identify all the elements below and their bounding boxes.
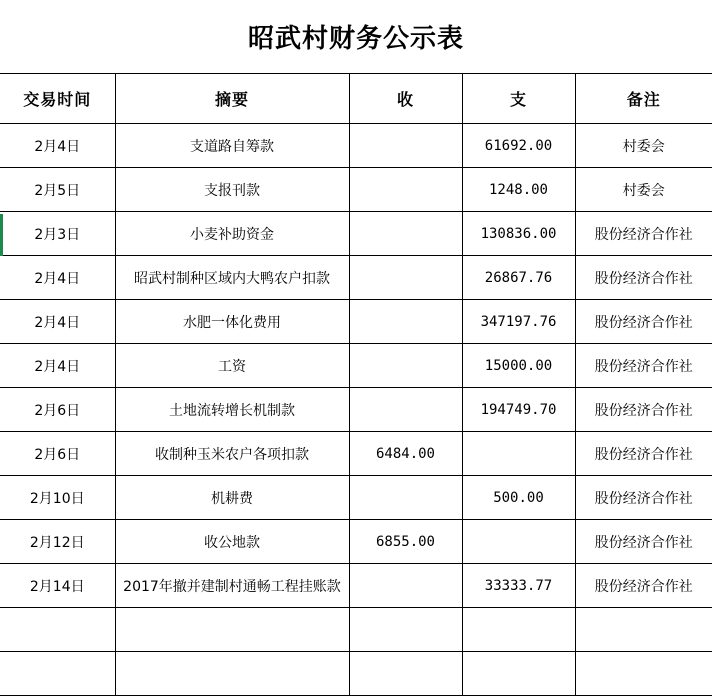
cell-note[interactable]: 股份经济合作社 xyxy=(575,476,712,520)
cell-expense[interactable] xyxy=(462,432,575,476)
ledger-body xyxy=(0,124,712,696)
cell-summary[interactable]: 小麦补助资金 xyxy=(115,212,349,256)
table-row xyxy=(0,652,712,696)
cell-summary[interactable] xyxy=(115,652,349,696)
cell-note[interactable]: 村委会 xyxy=(575,168,712,212)
table-row xyxy=(0,300,712,344)
selected-row-indicator xyxy=(0,214,3,256)
cell-income[interactable] xyxy=(349,344,462,388)
cell-date[interactable]: 2月14日 xyxy=(0,564,115,608)
table-row xyxy=(0,608,712,652)
finance-ledger-table xyxy=(0,73,712,696)
cell-date[interactable] xyxy=(0,608,115,652)
cell-summary[interactable]: 支报刊款 xyxy=(115,168,349,212)
table-row xyxy=(0,168,712,212)
column-header-income[interactable]: 收 xyxy=(349,74,462,124)
table-row xyxy=(0,564,712,608)
cell-note[interactable]: 股份经济合作社 xyxy=(575,432,712,476)
column-header-date[interactable]: 交易时间 xyxy=(0,74,115,124)
cell-note[interactable]: 股份经济合作社 xyxy=(575,388,712,432)
cell-income[interactable] xyxy=(349,608,462,652)
table-row xyxy=(0,520,712,564)
cell-summary[interactable]: 机耕费 xyxy=(115,476,349,520)
cell-income[interactable] xyxy=(349,476,462,520)
cell-income[interactable] xyxy=(349,652,462,696)
cell-summary[interactable]: 昭武村制种区域内大鸭农户扣款 xyxy=(115,256,349,300)
page-title-bar xyxy=(0,0,712,74)
cell-expense[interactable]: 33333.77 xyxy=(462,564,575,608)
cell-date[interactable]: 2月4日 xyxy=(0,256,115,300)
table-row xyxy=(0,256,712,300)
cell-note[interactable] xyxy=(575,608,712,652)
cell-date[interactable]: 2月6日 xyxy=(0,432,115,476)
cell-expense[interactable]: 347197.76 xyxy=(462,300,575,344)
cell-income[interactable] xyxy=(349,168,462,212)
cell-expense[interactable]: 15000.00 xyxy=(462,344,575,388)
cell-summary[interactable] xyxy=(115,608,349,652)
page-title: 昭武村财务公示表 xyxy=(247,24,464,54)
table-row xyxy=(0,476,712,520)
cell-expense[interactable]: 500.00 xyxy=(462,476,575,520)
cell-summary[interactable]: 水肥一体化费用 xyxy=(115,300,349,344)
cell-income[interactable]: 6484.00 xyxy=(349,432,462,476)
cell-date[interactable]: 2月5日 xyxy=(0,168,115,212)
header-row xyxy=(0,74,712,124)
cell-note[interactable]: 股份经济合作社 xyxy=(575,300,712,344)
cell-expense[interactable] xyxy=(462,652,575,696)
cell-summary[interactable]: 2017年撤并建制村通畅工程挂账款 xyxy=(115,564,349,608)
cell-expense[interactable]: 130836.00 xyxy=(462,212,575,256)
cell-note[interactable]: 股份经济合作社 xyxy=(575,344,712,388)
cell-summary[interactable]: 收制种玉米农户各项扣款 xyxy=(115,432,349,476)
cell-income[interactable] xyxy=(349,564,462,608)
cell-date[interactable]: 2月3日 xyxy=(0,212,115,256)
cell-income[interactable]: 6855.00 xyxy=(349,520,462,564)
cell-note[interactable]: 股份经济合作社 xyxy=(575,256,712,300)
cell-note[interactable]: 股份经济合作社 xyxy=(575,520,712,564)
cell-note[interactable] xyxy=(575,652,712,696)
cell-expense[interactable] xyxy=(462,520,575,564)
table-row xyxy=(0,344,712,388)
cell-income[interactable] xyxy=(349,212,462,256)
cell-summary[interactable]: 工资 xyxy=(115,344,349,388)
table-row xyxy=(0,212,712,256)
cell-expense[interactable] xyxy=(462,608,575,652)
cell-expense[interactable]: 194749.70 xyxy=(462,388,575,432)
cell-income[interactable] xyxy=(349,300,462,344)
column-header-expense[interactable]: 支 xyxy=(462,74,575,124)
cell-date[interactable]: 2月10日 xyxy=(0,476,115,520)
table-row xyxy=(0,124,712,168)
cell-income[interactable] xyxy=(349,388,462,432)
column-header-note[interactable]: 备注 xyxy=(575,74,712,124)
cell-income[interactable] xyxy=(349,256,462,300)
cell-date[interactable]: 2月4日 xyxy=(0,124,115,168)
cell-date[interactable]: 2月12日 xyxy=(0,520,115,564)
cell-expense[interactable]: 26867.76 xyxy=(462,256,575,300)
cell-expense[interactable]: 61692.00 xyxy=(462,124,575,168)
cell-income[interactable] xyxy=(349,124,462,168)
cell-summary[interactable]: 支道路自筹款 xyxy=(115,124,349,168)
column-header-summary[interactable]: 摘要 xyxy=(115,74,349,124)
cell-date[interactable]: 2月4日 xyxy=(0,344,115,388)
cell-expense[interactable]: 1248.00 xyxy=(462,168,575,212)
cell-note[interactable]: 股份经济合作社 xyxy=(575,564,712,608)
cell-date[interactable]: 2月6日 xyxy=(0,388,115,432)
cell-summary[interactable]: 土地流转增长机制款 xyxy=(115,388,349,432)
cell-note[interactable]: 股份经济合作社 xyxy=(575,212,712,256)
cell-summary[interactable]: 收公地款 xyxy=(115,520,349,564)
cell-date[interactable]: 2月4日 xyxy=(0,300,115,344)
cell-note[interactable]: 村委会 xyxy=(575,124,712,168)
table-row xyxy=(0,432,712,476)
cell-date[interactable] xyxy=(0,652,115,696)
table-row xyxy=(0,388,712,432)
